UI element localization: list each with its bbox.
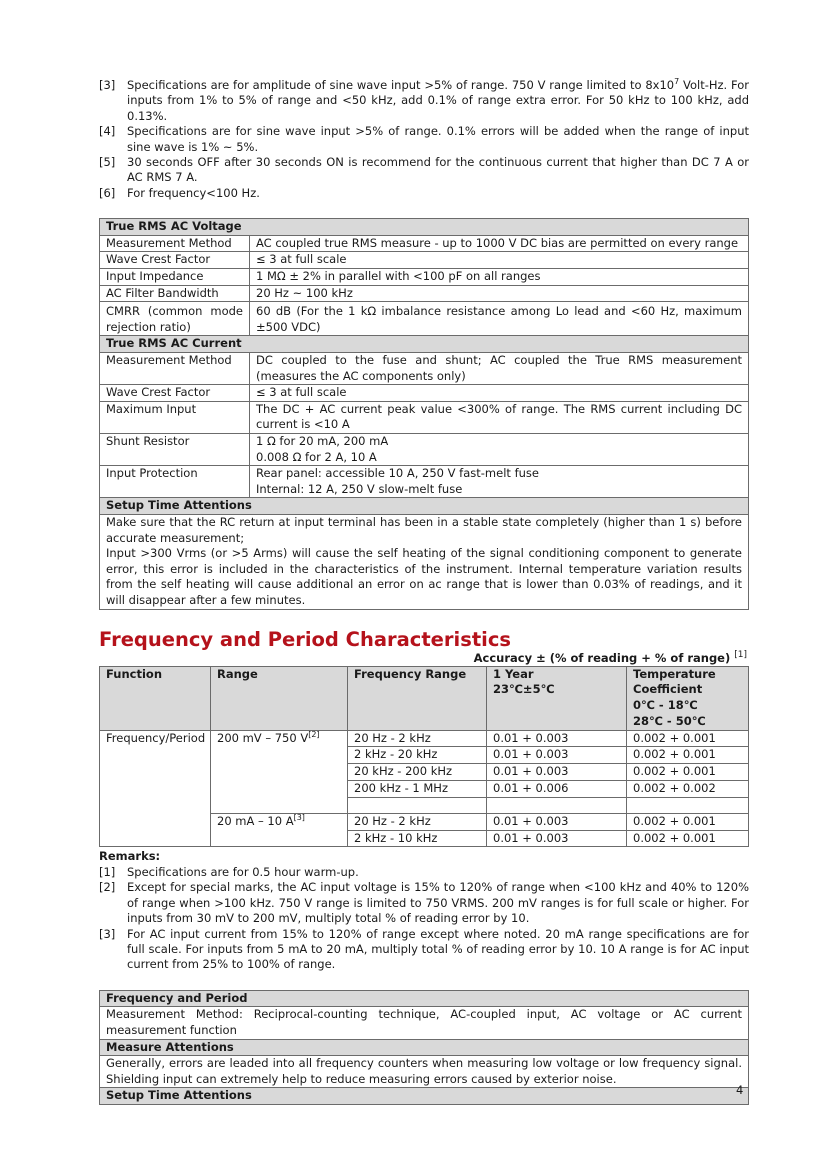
year-cell: 0.01 + 0.003 <box>487 830 627 847</box>
table-row <box>100 514 749 609</box>
note-text: Specifications are for sine wave input >5% of range. 0.1% errors will be added when the range of input sine wave is 1% ~ 5%. <box>127 124 749 154</box>
note-5 <box>99 155 749 186</box>
remark-number: [1] <box>99 864 116 879</box>
remark-text: For AC input current from 15% to 120% of range except where noted. 20 mA range specifications are for full scale. For inputs from 5 mA to 20 mA, multiply total % of reading error by 10. 10 A range is for AC input current from 25% to 100% of range. <box>127 926 749 972</box>
row-label: Wave Crest Factor <box>100 385 250 402</box>
note-text <box>127 78 749 124</box>
remark-text: Specifications are for 0.5 hour warm-up. <box>127 864 359 879</box>
row-label: Wave Crest Factor <box>100 252 250 269</box>
year-cell: 0.01 + 0.003 <box>487 813 627 830</box>
year-cell: 0.01 + 0.003 <box>487 764 627 781</box>
note-6 <box>99 186 749 201</box>
note-superscript: 7 <box>674 77 680 87</box>
note-4 <box>99 124 749 155</box>
remark-text: Except for special marks, the AC input voltage is 15% to 120% of range when <100 kHz and 40% to 120% of range when >100 kHz. 750 V range is limited to 750 VRMS. 200 mV ranges is for full scale or higher. For inputs from 30 mV to 200 mV, multiply total % of reading error by 10. <box>127 880 749 926</box>
setup-paragraph: Input >300 Vrms (or >5 Arms) will cause the self heating of the signal conditioning component to generate error, this error is included in the characteristics of the instrument. Internal temperature variation results from the self heating will cause additional an error on ac range that is lower than 0.03% of readings, and it will disappear after a few minutes. <box>106 546 742 607</box>
row-value <box>250 433 749 465</box>
remark-number: [3] <box>99 926 116 941</box>
row-label: CMRR (common mode rejection ratio) <box>100 302 250 336</box>
accuracy-superscript: [1] <box>734 649 747 660</box>
row-label: AC Filter Bandwidth <box>100 285 250 302</box>
year-cell: 0.01 + 0.003 <box>487 747 627 764</box>
remark-3 <box>99 927 749 973</box>
ac-spec-table <box>99 218 749 609</box>
section-header-frequency-period: Frequency and Period <box>100 990 749 1007</box>
section-header-ac-current: True RMS AC Current <box>100 336 749 353</box>
note-number: [4] <box>99 124 116 139</box>
column-header-function: Function <box>100 666 211 730</box>
range-superscript: [3] <box>293 813 305 823</box>
frequency-notes-table <box>99 990 749 1105</box>
temp-cell: 0.002 + 0.001 <box>627 747 749 764</box>
note-text-part: Specifications are for amplitude of sine wave input >5% of range. 750 V range limited to 8x10 <box>127 78 675 92</box>
year-cell-empty <box>487 797 627 813</box>
table-row <box>100 1056 749 1088</box>
column-header-temperature <box>627 666 749 730</box>
table-row <box>100 730 749 747</box>
temp-cell: 0.002 + 0.001 <box>627 813 749 830</box>
header-line: 0℃ - 18℃ <box>633 698 698 713</box>
range-superscript: [2] <box>308 729 320 739</box>
table-row <box>100 353 749 385</box>
page-number: 4 <box>736 1083 744 1097</box>
note-number: [6] <box>99 185 116 200</box>
freq-cell: 200 kHz - 1 MHz <box>348 781 487 798</box>
table-row <box>100 385 749 402</box>
row-label: Measurement Method <box>100 353 250 385</box>
row-value: 20 Hz ~ 100 kHz <box>250 285 749 302</box>
accuracy-label <box>99 651 747 666</box>
row-value: The DC + AC current peak value <300% of range. The RMS current including DC current is <10 A <box>250 401 749 433</box>
row-label: Maximum Input <box>100 401 250 433</box>
range-cell-voltage <box>211 730 348 813</box>
row-value: 60 dB (For the 1 kΩ imbalance resistance among Lo lead and <60 Hz, maximum ±500 VDC) <box>250 302 749 336</box>
setup-text <box>100 514 749 609</box>
table-header-row <box>100 666 749 730</box>
header-line: Coefficient <box>633 682 703 697</box>
row-value-line: 1 Ω for 20 mA, 200 mA <box>256 433 389 448</box>
header-line: Temperature <box>633 666 716 681</box>
freq-cell: 2 kHz - 20 kHz <box>348 747 487 764</box>
row-label: Shunt Resistor <box>100 433 250 465</box>
header-line: 28℃ - 50℃ <box>633 713 706 728</box>
remark-2 <box>99 880 749 926</box>
header-line: 23℃±5℃ <box>493 682 555 697</box>
row-value: ≤ 3 at full scale <box>250 252 749 269</box>
function-cell: Frequency/Period <box>100 730 211 847</box>
freq-cell: 20 Hz - 2 kHz <box>348 813 487 830</box>
row-label: Input Impedance <box>100 269 250 286</box>
table-row <box>100 1007 749 1039</box>
row-value-line: 0.008 Ω for 2 A, 10 A <box>256 449 377 464</box>
remark-1 <box>99 865 749 880</box>
range-text: 20 mA – 10 A <box>217 813 294 828</box>
table-row <box>100 285 749 302</box>
column-header-frequency-range: Frequency Range <box>348 666 487 730</box>
temp-cell: 0.002 + 0.001 <box>627 730 749 747</box>
note-3 <box>99 78 749 124</box>
row-value-line: Internal: 12 A, 250 V slow-melt fuse <box>256 481 463 496</box>
year-cell: 0.01 + 0.003 <box>487 730 627 747</box>
freq-cell: 20 Hz - 2 kHz <box>348 730 487 747</box>
remarks-title: Remarks: <box>99 849 161 864</box>
row-value: AC coupled true RMS measure - up to 1000 V DC bias are permitted on every range <box>250 235 749 252</box>
row-value: DC coupled to the fuse and shunt; AC coupled the True RMS measurement (measures the AC components only) <box>250 353 749 385</box>
row-value: Generally, errors are leaded into all frequency counters when measuring low voltage or low frequency signal. Shielding input can extremely help to reduce measuring errors caused by exterior noise. <box>100 1056 749 1088</box>
table-row <box>100 302 749 336</box>
freq-cell: 20 kHz - 200 kHz <box>348 764 487 781</box>
accuracy-text: Accuracy ± (% of reading + % of range) <box>473 650 731 665</box>
note-text: For frequency<100 Hz. <box>127 185 260 200</box>
row-value: 1 MΩ ± 2% in parallel with <100 pF on all ranges <box>250 269 749 286</box>
temp-cell: 0.002 + 0.001 <box>627 830 749 847</box>
row-label: Measurement Method <box>100 235 250 252</box>
row-value: ≤ 3 at full scale <box>250 385 749 402</box>
note-number: [3] <box>99 78 116 92</box>
section-header-ac-voltage: True RMS AC Voltage <box>100 219 749 236</box>
freq-cell-empty <box>348 797 487 813</box>
temp-cell-empty <box>627 797 749 813</box>
section-header-setup-time: Setup Time Attentions <box>100 498 749 515</box>
row-value-line: Rear panel: accessible 10 A, 250 V fast-melt fuse <box>256 466 539 481</box>
remark-number: [2] <box>99 880 116 895</box>
section-header-measure-attentions: Measure Attentions <box>100 1039 749 1056</box>
header-line: 1 Year <box>493 666 534 681</box>
section-header-setup-time-2: Setup Time Attentions <box>100 1088 749 1105</box>
table-row <box>100 252 749 269</box>
column-header-1-year <box>487 666 627 730</box>
column-header-range: Range <box>211 666 348 730</box>
section-title: Frequency and Period Characteristics <box>99 627 511 651</box>
year-cell: 0.01 + 0.006 <box>487 781 627 798</box>
top-notes <box>99 78 749 201</box>
note-text-part: Volt-Hz. For inputs from 1% to 5% of range and <50 kHz, add 0.1% of range extra error. For 50 kHz to 100 kHz, add 0.13%. <box>127 78 749 123</box>
temp-cell: 0.002 + 0.001 <box>627 764 749 781</box>
note-text: 30 seconds OFF after 30 seconds ON is recommend for the continuous current that higher than DC 7 A or AC RMS 7 A. <box>127 155 749 185</box>
row-value <box>250 466 749 498</box>
range-text: 200 mV – 750 V <box>217 730 309 745</box>
setup-paragraph: Make sure that the RC return at input terminal has been in a stable state completely (higher than 1 s) before accurate measurement; <box>106 514 742 545</box>
row-label: Input Protection <box>100 466 250 498</box>
table-row <box>100 466 749 498</box>
table-row <box>100 433 749 465</box>
temp-cell: 0.002 + 0.002 <box>627 781 749 798</box>
range-cell-current <box>211 813 348 847</box>
frequency-table <box>99 666 749 848</box>
table-row <box>100 269 749 286</box>
note-number: [5] <box>99 155 116 170</box>
table-row <box>100 235 749 252</box>
page-content <box>99 78 749 1105</box>
freq-cell: 2 kHz - 10 kHz <box>348 830 487 847</box>
row-value: Measurement Method: Reciprocal-counting technique, AC-coupled input, AC voltage or AC current measurement function <box>100 1007 749 1039</box>
table-row <box>100 401 749 433</box>
